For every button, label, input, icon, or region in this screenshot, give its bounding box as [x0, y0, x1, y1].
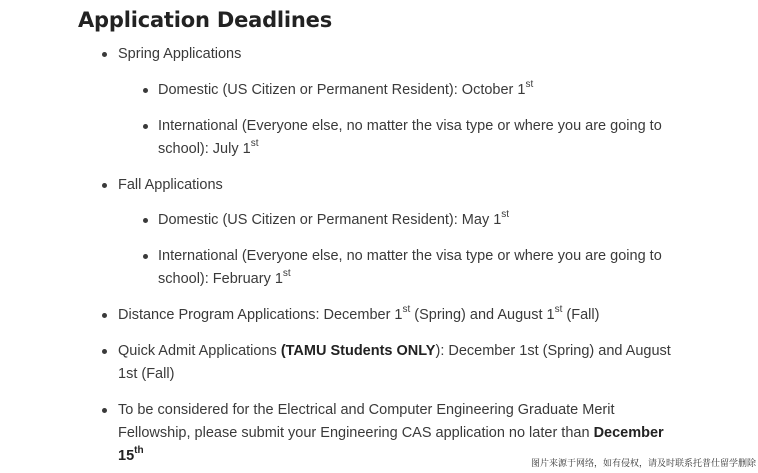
bullet-icon	[143, 254, 148, 259]
fall-intl-line1: International (Everyone else, no matter the visa type or where you are going to	[158, 248, 662, 264]
spring-intl-sup: st	[250, 138, 259, 150]
bullet-icon	[102, 408, 107, 413]
fellowship-line3-sup	[134, 445, 143, 456]
page-title: Application Deadlines	[78, 8, 333, 32]
bullet-icon	[102, 52, 107, 57]
spring-domestic-text: Domestic (US Citizen or Permanent Resident): October 1	[158, 82, 526, 98]
list-item-fall	[118, 174, 223, 197]
fall-intl-line2: school): February 1	[158, 271, 283, 287]
fall-domestic-sup: st	[501, 209, 510, 221]
spring-domestic-sup: st	[525, 79, 534, 91]
fellowship-line2	[118, 422, 664, 445]
spring-intl-line1: International (Everyone else, no matter the visa type or where you are going to	[158, 118, 662, 134]
bullet-icon	[102, 313, 107, 318]
fall-domestic-text: Domestic (US Citizen or Permanent Resident): May 1	[158, 212, 502, 228]
quick-admit-line1	[118, 340, 671, 363]
list-item-spring	[118, 43, 241, 66]
fellowship-sup-bold: th	[134, 445, 144, 457]
quick-admit-prefix: Quick Admit Applications	[118, 343, 281, 359]
spring-label: Spring Applications	[118, 46, 242, 62]
fellowship-line2-bold: December	[593, 425, 664, 441]
list-item-fall-international	[158, 245, 662, 291]
bullet-icon	[102, 349, 107, 354]
fellowship-line1: To be considered for the Electrical and Computer Engineering Graduate Merit	[118, 402, 615, 418]
bullet-icon	[143, 124, 148, 129]
watermark-text: 图片来源于网络，如有侵权，请及时联系托普仕留学删除	[530, 459, 756, 469]
fall-label: Fall Applications	[118, 177, 223, 193]
quick-admit-bold: (TAMU Students ONLY	[280, 343, 436, 359]
fall-intl-line2-wrap	[158, 268, 662, 291]
fall-intl-sup: st	[282, 268, 291, 280]
spring-intl-line2: school): July 1	[158, 141, 251, 157]
distance-sup2: st	[554, 304, 563, 316]
list-item-quick-admit	[118, 340, 671, 386]
list-item-fall-domestic	[158, 209, 509, 232]
distance-part2: (Spring) and August 1	[410, 307, 555, 323]
distance-sup1: st	[402, 304, 411, 316]
quick-admit-suffix: ): December 1st (Spring) and August	[435, 343, 671, 359]
quick-admit-line2: 1st (Fall)	[118, 366, 175, 382]
spring-intl-line2-wrap	[158, 138, 662, 161]
list-item-distance	[118, 304, 599, 327]
bullet-icon	[102, 183, 107, 188]
distance-part1: Distance Program Applications: December 1	[118, 307, 403, 323]
fellowship-line2-text: Fellowship, please submit your Engineering CAS application no later than	[118, 425, 594, 441]
distance-part3: (Fall)	[562, 307, 600, 323]
bullet-icon	[143, 88, 148, 93]
list-item-spring-international	[158, 115, 662, 161]
fellowship-line3-bold: 15	[118, 448, 135, 464]
list-item-spring-domestic	[158, 79, 533, 102]
bullet-icon	[143, 218, 148, 223]
